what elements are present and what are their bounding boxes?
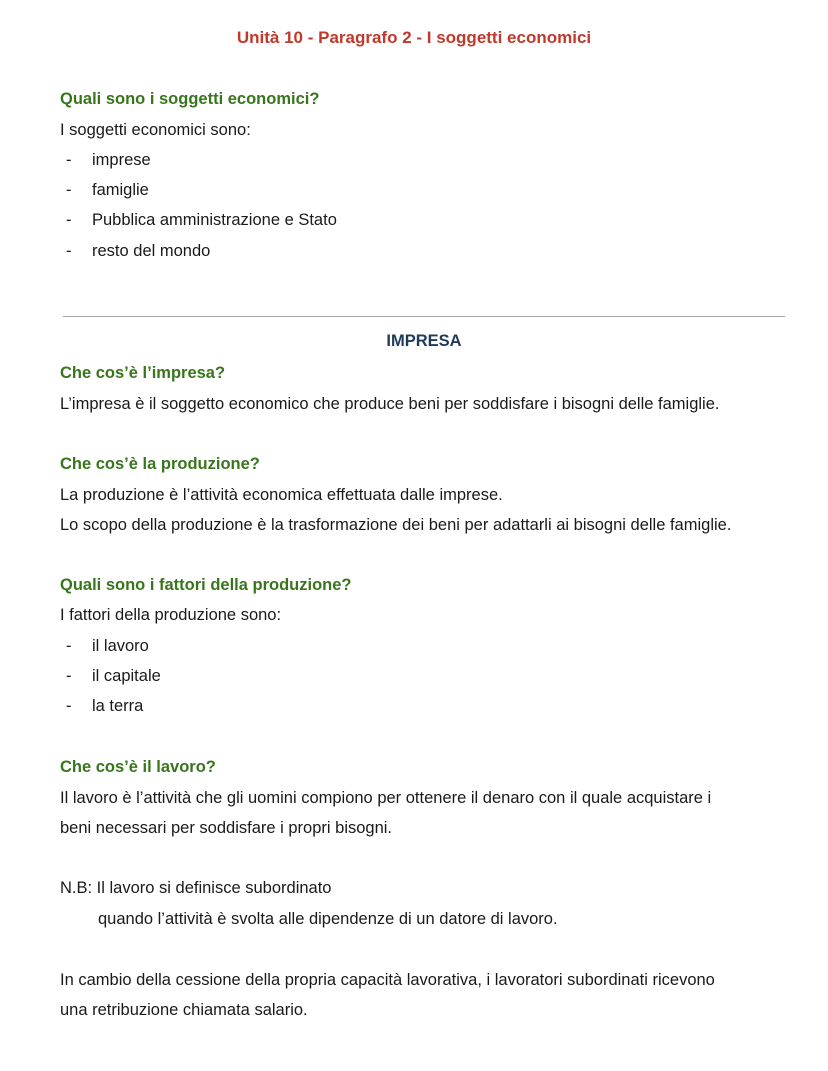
note-subordinato-2: quando l’attività è svolta alle dipendenze di un datore di lavoro. — [98, 910, 558, 928]
list-item-text: Pubblica amministrazione e Stato — [92, 211, 337, 229]
list-marker: - — [66, 211, 72, 229]
list-item — [66, 181, 149, 200]
question-soggetti: Quali sono i soggetti economici? — [60, 90, 320, 108]
page-title: Unità 10 - Paragrafo 2 - I soggetti economici — [236, 28, 592, 47]
list-item-text: il lavoro — [92, 637, 149, 655]
question-fattori: Quali sono i fattori della produzione? — [60, 576, 352, 594]
list-item — [66, 637, 149, 656]
list-item-text: il capitale — [92, 667, 161, 685]
list-marker: - — [66, 697, 72, 715]
paragraph-salario-1: In cambio della cessione della propria capacità lavorativa, i lavoratori subordinati ricevono — [60, 971, 715, 989]
paragraph-impresa: L’impresa è il soggetto economico che produce beni per soddisfare i bisogni delle famiglie. — [60, 395, 720, 413]
note-subordinato-1: N.B: Il lavoro si definisce subordinato — [60, 879, 332, 897]
list-marker: - — [66, 242, 72, 260]
list-item — [66, 211, 337, 230]
paragraph-soggetti: I soggetti economici sono: — [60, 121, 251, 139]
horizontal-divider — [63, 316, 785, 317]
list-item — [66, 151, 151, 170]
list-item — [66, 667, 161, 686]
list-item-text: imprese — [92, 151, 151, 169]
list-marker: - — [66, 151, 72, 169]
paragraph-lavoro-2: beni necessari per soddisfare i propri bisogni. — [60, 819, 393, 837]
question-lavoro: Che cos’è il lavoro? — [60, 758, 216, 776]
list-item — [66, 697, 143, 716]
list-item-text: famiglie — [92, 181, 149, 199]
question-produzione: Che cos’è la produzione? — [60, 455, 260, 473]
paragraph-lavoro-1: Il lavoro è l’attività che gli uomini compiono per ottenere il denaro con il quale acquistare i — [60, 789, 712, 807]
list-item-text: la terra — [92, 697, 144, 715]
list-marker: - — [66, 667, 72, 685]
list-item — [66, 242, 210, 261]
paragraph-produzione-1: La produzione è l’attività economica effettuata dalle imprese. — [60, 486, 503, 504]
list-marker: - — [66, 637, 72, 655]
question-impresa: Che cos’è l’impresa? — [60, 364, 226, 382]
section-heading: IMPRESA — [386, 332, 462, 350]
paragraph-fattori: I fattori della produzione sono: — [60, 606, 282, 624]
paragraph-produzione-2: Lo scopo della produzione è la trasformazione dei beni per adattarli ai bisogni delle famiglie. — [60, 516, 732, 534]
list-item-text: resto del mondo — [92, 242, 211, 260]
list-marker: - — [66, 181, 72, 199]
paragraph-salario-2: una retribuzione chiamata salario. — [60, 1001, 308, 1019]
